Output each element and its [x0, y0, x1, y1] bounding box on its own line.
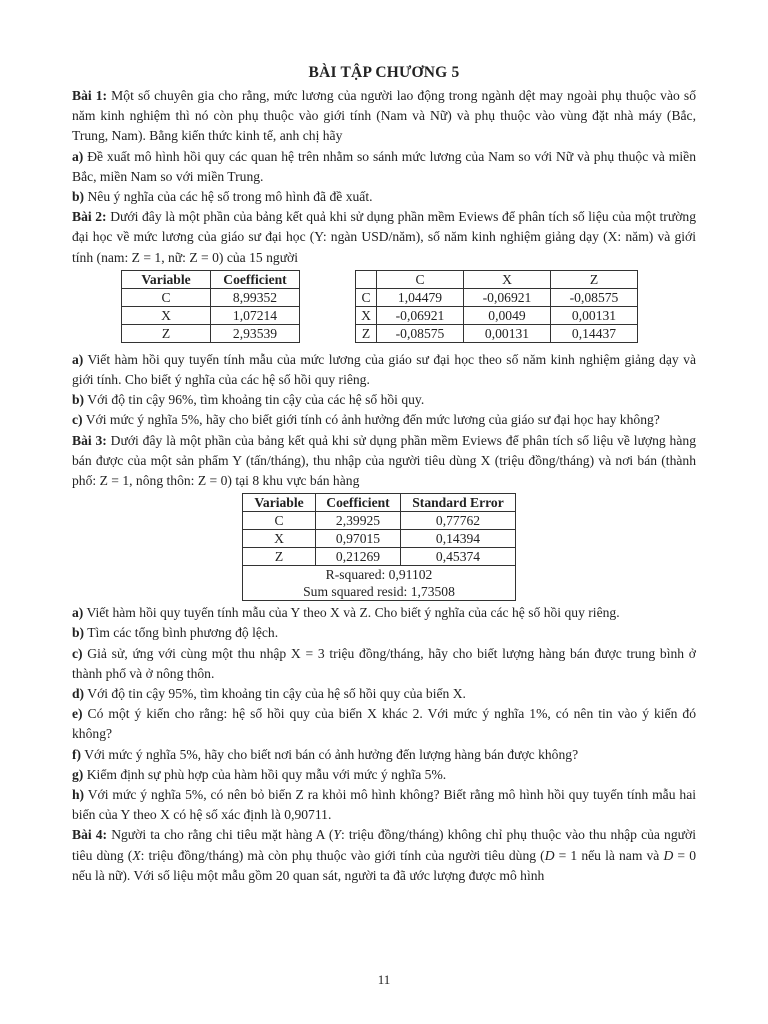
- table-cell: 0,97015: [316, 530, 401, 548]
- item-text: Nêu ý nghĩa của các hệ số trong mô hình đã đề xuất.: [84, 189, 373, 205]
- sum-squared-resid: Sum squared resid: 1,73508: [303, 584, 455, 600]
- exercise-3-f: [72, 745, 696, 765]
- table-cell: 0,77762: [401, 512, 516, 530]
- table-cell: 0,45374: [401, 548, 516, 566]
- item-label: d): [72, 686, 85, 702]
- exercise-1-intro: [72, 86, 696, 147]
- table-header-row: [122, 270, 300, 288]
- table-row: [122, 324, 300, 342]
- item-label: a): [72, 148, 84, 164]
- item-text: Đề xuất mô hình hồi quy các quan hệ trên nhằm so sánh mức lương của Nam so với Nữ và phụ thuộc và miền Bắc, miền Nam so với miền Trung.: [72, 148, 696, 184]
- table-cell: 0,00131: [551, 306, 638, 324]
- table-header-cell: Coefficient: [316, 494, 401, 512]
- table-cell: Z: [122, 324, 211, 342]
- table-cell: -0,08575: [551, 288, 638, 306]
- table-header-cell: Variable: [122, 270, 211, 288]
- item-label: g): [72, 766, 84, 782]
- table-cell: -0,06921: [377, 306, 464, 324]
- item-text: Có một ý kiến cho rằng: hệ số hồi quy của biến X khác 2. Với mức ý nghĩa 1%, có nên tin vào ý kiến đó không?: [72, 706, 696, 742]
- table-header-cell: Standard Error: [401, 494, 516, 512]
- exercise-4-text-4: = 1 nếu là nam và: [554, 847, 664, 863]
- exercise-4-label: Bài 4:: [72, 827, 108, 843]
- table-row: [243, 512, 516, 530]
- table-cell: C: [122, 288, 211, 306]
- table-header-cell: X: [464, 270, 551, 288]
- exercise-1-a: [72, 147, 696, 187]
- table-header-cell: Z: [551, 270, 638, 288]
- table-row: [243, 548, 516, 566]
- item-text: Giả sử, ứng với cùng một thu nhập X = 3 triệu đồng/tháng, hãy cho biết lượng hàng bán được trung bình ở thành phố và ở nông thôn.: [72, 645, 696, 681]
- exercise-1-text: Một số chuyên gia cho rằng, mức lương của người lao động trong ngành dệt may ngoài phụ thuộc vào số năm kinh nghiệm thì nó còn phụ thuộc vào giới tính (Nam và Nữ) và phụ thuộc vào vùng đặt nhà máy (Bắc, Trung, Nam). Bằng kiến thức kinh tế, anh chị hãy: [72, 88, 696, 144]
- exercise-1-label: Bài 1:: [72, 88, 108, 103]
- item-label: b): [72, 625, 85, 641]
- exercise-1-b: [72, 187, 696, 207]
- table-cell: Z: [356, 324, 377, 342]
- item-label: f): [72, 746, 82, 762]
- exercise-2-label: Bài 2:: [72, 209, 107, 225]
- exercise-3-text: Dưới đây là một phần của bảng kết quả khi sử dụng phần mềm Eviews để phân tích số liệu về lượng hàng bán được của một sản phẩm Y (tấn/tháng), thu nhập của người tiêu dùng X (triệu đồng/tháng) và nơi bán (thành phố: Z = 1, nông thôn: Z = 0) tại 8 khu vực bán hàng: [72, 432, 696, 489]
- exercise-3-b: [72, 623, 696, 643]
- exercise-3-d: [72, 684, 696, 704]
- table-cell: -0,08575: [377, 324, 464, 342]
- table-header-cell: Variable: [243, 494, 316, 512]
- exercise-3-table-wrap: [242, 493, 696, 601]
- exercise-4-intro: [72, 825, 696, 886]
- exercise-2-intro: [72, 207, 696, 268]
- table-cell: 8,99352: [211, 288, 300, 306]
- var-d: D: [663, 847, 674, 863]
- table-header-cell: [356, 270, 377, 288]
- exercise-3-label: Bài 3:: [72, 432, 107, 448]
- item-text: Với mức ý nghĩa 5%, hãy cho biết nơi bán có ảnh hưởng đến lượng hàng bán được không?: [81, 746, 579, 762]
- item-label: b): [72, 392, 85, 408]
- exercise-3-h: [72, 785, 696, 825]
- var-d: D: [544, 847, 555, 863]
- exercise-2-tables: [72, 270, 696, 348]
- table-footer-row: [243, 566, 516, 601]
- exercise-4-text-2: : triệu đồng/tháng) không chỉ phụ thuộc vào thu nhập của người tiêu dùng (: [72, 827, 696, 863]
- page-number: 11: [377, 972, 391, 987]
- covariance-table: [355, 270, 638, 343]
- table-cell: 0,0049: [464, 306, 551, 324]
- exercise-3-c: [72, 644, 696, 684]
- table-row: [356, 324, 638, 342]
- table-cell: 1,04479: [377, 288, 464, 306]
- item-label: a): [72, 605, 84, 621]
- table-cell: X: [243, 530, 316, 548]
- item-label: b): [72, 189, 85, 205]
- table-cell: 0,21269: [316, 548, 401, 566]
- table-cell: C: [356, 288, 377, 306]
- exercise-3-e: [72, 704, 696, 744]
- table-cell: -0,06921: [464, 288, 551, 306]
- item-text: Với độ tin cậy 96%, tìm khoảng tin cậy của các hệ số hồi quy.: [84, 392, 425, 408]
- var-y: Y: [333, 827, 341, 843]
- table-header-cell: Coefficient: [211, 270, 300, 288]
- table-cell: Z: [243, 548, 316, 566]
- exercise-2-b: [72, 390, 696, 410]
- coefficient-table: [121, 270, 300, 343]
- item-label: c): [72, 412, 83, 428]
- table-row: [356, 306, 638, 324]
- exercise-4-text-5: = 0 nếu là nữ). Với số liệu một mẫu gồm 20 quan sát, người ta đã ước lượng được mô hình: [72, 847, 696, 883]
- r-squared: R-squared: 0,91102: [325, 567, 433, 583]
- item-label: e): [72, 706, 83, 722]
- exercise-3-a: [72, 603, 696, 623]
- item-text: Kiểm định sự phù hợp của hàm hồi quy mẫu với mức ý nghĩa 5%.: [83, 766, 447, 782]
- exercise-3-intro: [72, 431, 696, 492]
- table-row: [356, 288, 638, 306]
- table-cell: 1,07214: [211, 306, 300, 324]
- table-cell: 0,00131: [464, 324, 551, 342]
- exercise-2-text: Dưới đây là một phần của bảng kết quả khi sử dụng phần mềm Eviews để phân tích số liệu của một trường đại học về mức lương của giáo sư đại học (Y: ngàn USD/năm), số năm kinh nghiệm giảng dạy (X: năm) và giới tính (nam: Z = 1, nữ: Z = 0) của 15 người: [72, 209, 696, 265]
- table-header-row: [243, 494, 516, 512]
- exercise-2-a: [72, 350, 696, 390]
- table-cell: 2,39925: [316, 512, 401, 530]
- item-label: h): [72, 787, 85, 803]
- table-cell: 0,14394: [401, 530, 516, 548]
- page-title: BÀI TẬP CHƯƠNG 5: [308, 64, 460, 81]
- table-row: [122, 288, 300, 306]
- item-text: Viết hàm hồi quy tuyến tính mẫu của mức lương của giáo sư đại học theo số năm kinh nghiệm giảng dạy và giới tính. Cho biết ý nghĩa của các hệ số hồi quy riêng.: [72, 351, 696, 388]
- r-squared-cell: [243, 566, 516, 601]
- table-cell: 0,14437: [551, 324, 638, 342]
- table-header-row: [356, 270, 638, 288]
- item-text: Với độ tin cậy 95%, tìm khoảng tin cậy của hệ số hồi quy của biến X.: [84, 686, 466, 702]
- item-text: Tìm các tổng bình phương độ lệch.: [84, 625, 279, 641]
- table-row: [243, 530, 516, 548]
- item-text: Với mức ý nghĩa 5%, hãy cho biết giới tính có ảnh hưởng đến mức lương của giáo sư đại học hay không?: [82, 412, 660, 428]
- table-cell: X: [122, 306, 211, 324]
- exercise-4-text-3: : triệu đồng/tháng) mà còn phụ thuộc vào giới tính của người tiêu dùng (: [140, 847, 545, 863]
- item-text: Với mức ý nghĩa 5%, có nên bỏ biến Z ra khỏi mô hình không? Biết rằng mô hình hồi quy tuyến tính mẫu hai biến của Y theo X có hệ số xác định là 0,90711.: [72, 787, 696, 823]
- item-text: Viết hàm hồi quy tuyến tính mẫu của Y theo X và Z. Cho biết ý nghĩa của các hệ số hồi quy riêng.: [83, 605, 620, 621]
- table-row: [122, 306, 300, 324]
- item-label: a): [72, 351, 84, 367]
- table-cell: X: [356, 306, 377, 324]
- regression-table: [242, 493, 516, 601]
- var-x: X: [132, 847, 141, 863]
- document-page: [72, 62, 696, 886]
- table-header-cell: C: [377, 270, 464, 288]
- table-cell: C: [243, 512, 316, 530]
- item-label: c): [72, 645, 83, 661]
- exercise-4-text-1: Người ta cho rằng chi tiêu mặt hàng A (: [107, 827, 334, 843]
- exercise-2-c: [72, 410, 696, 430]
- exercise-3-g: [72, 765, 696, 785]
- table-cell: 2,93539: [211, 324, 300, 342]
